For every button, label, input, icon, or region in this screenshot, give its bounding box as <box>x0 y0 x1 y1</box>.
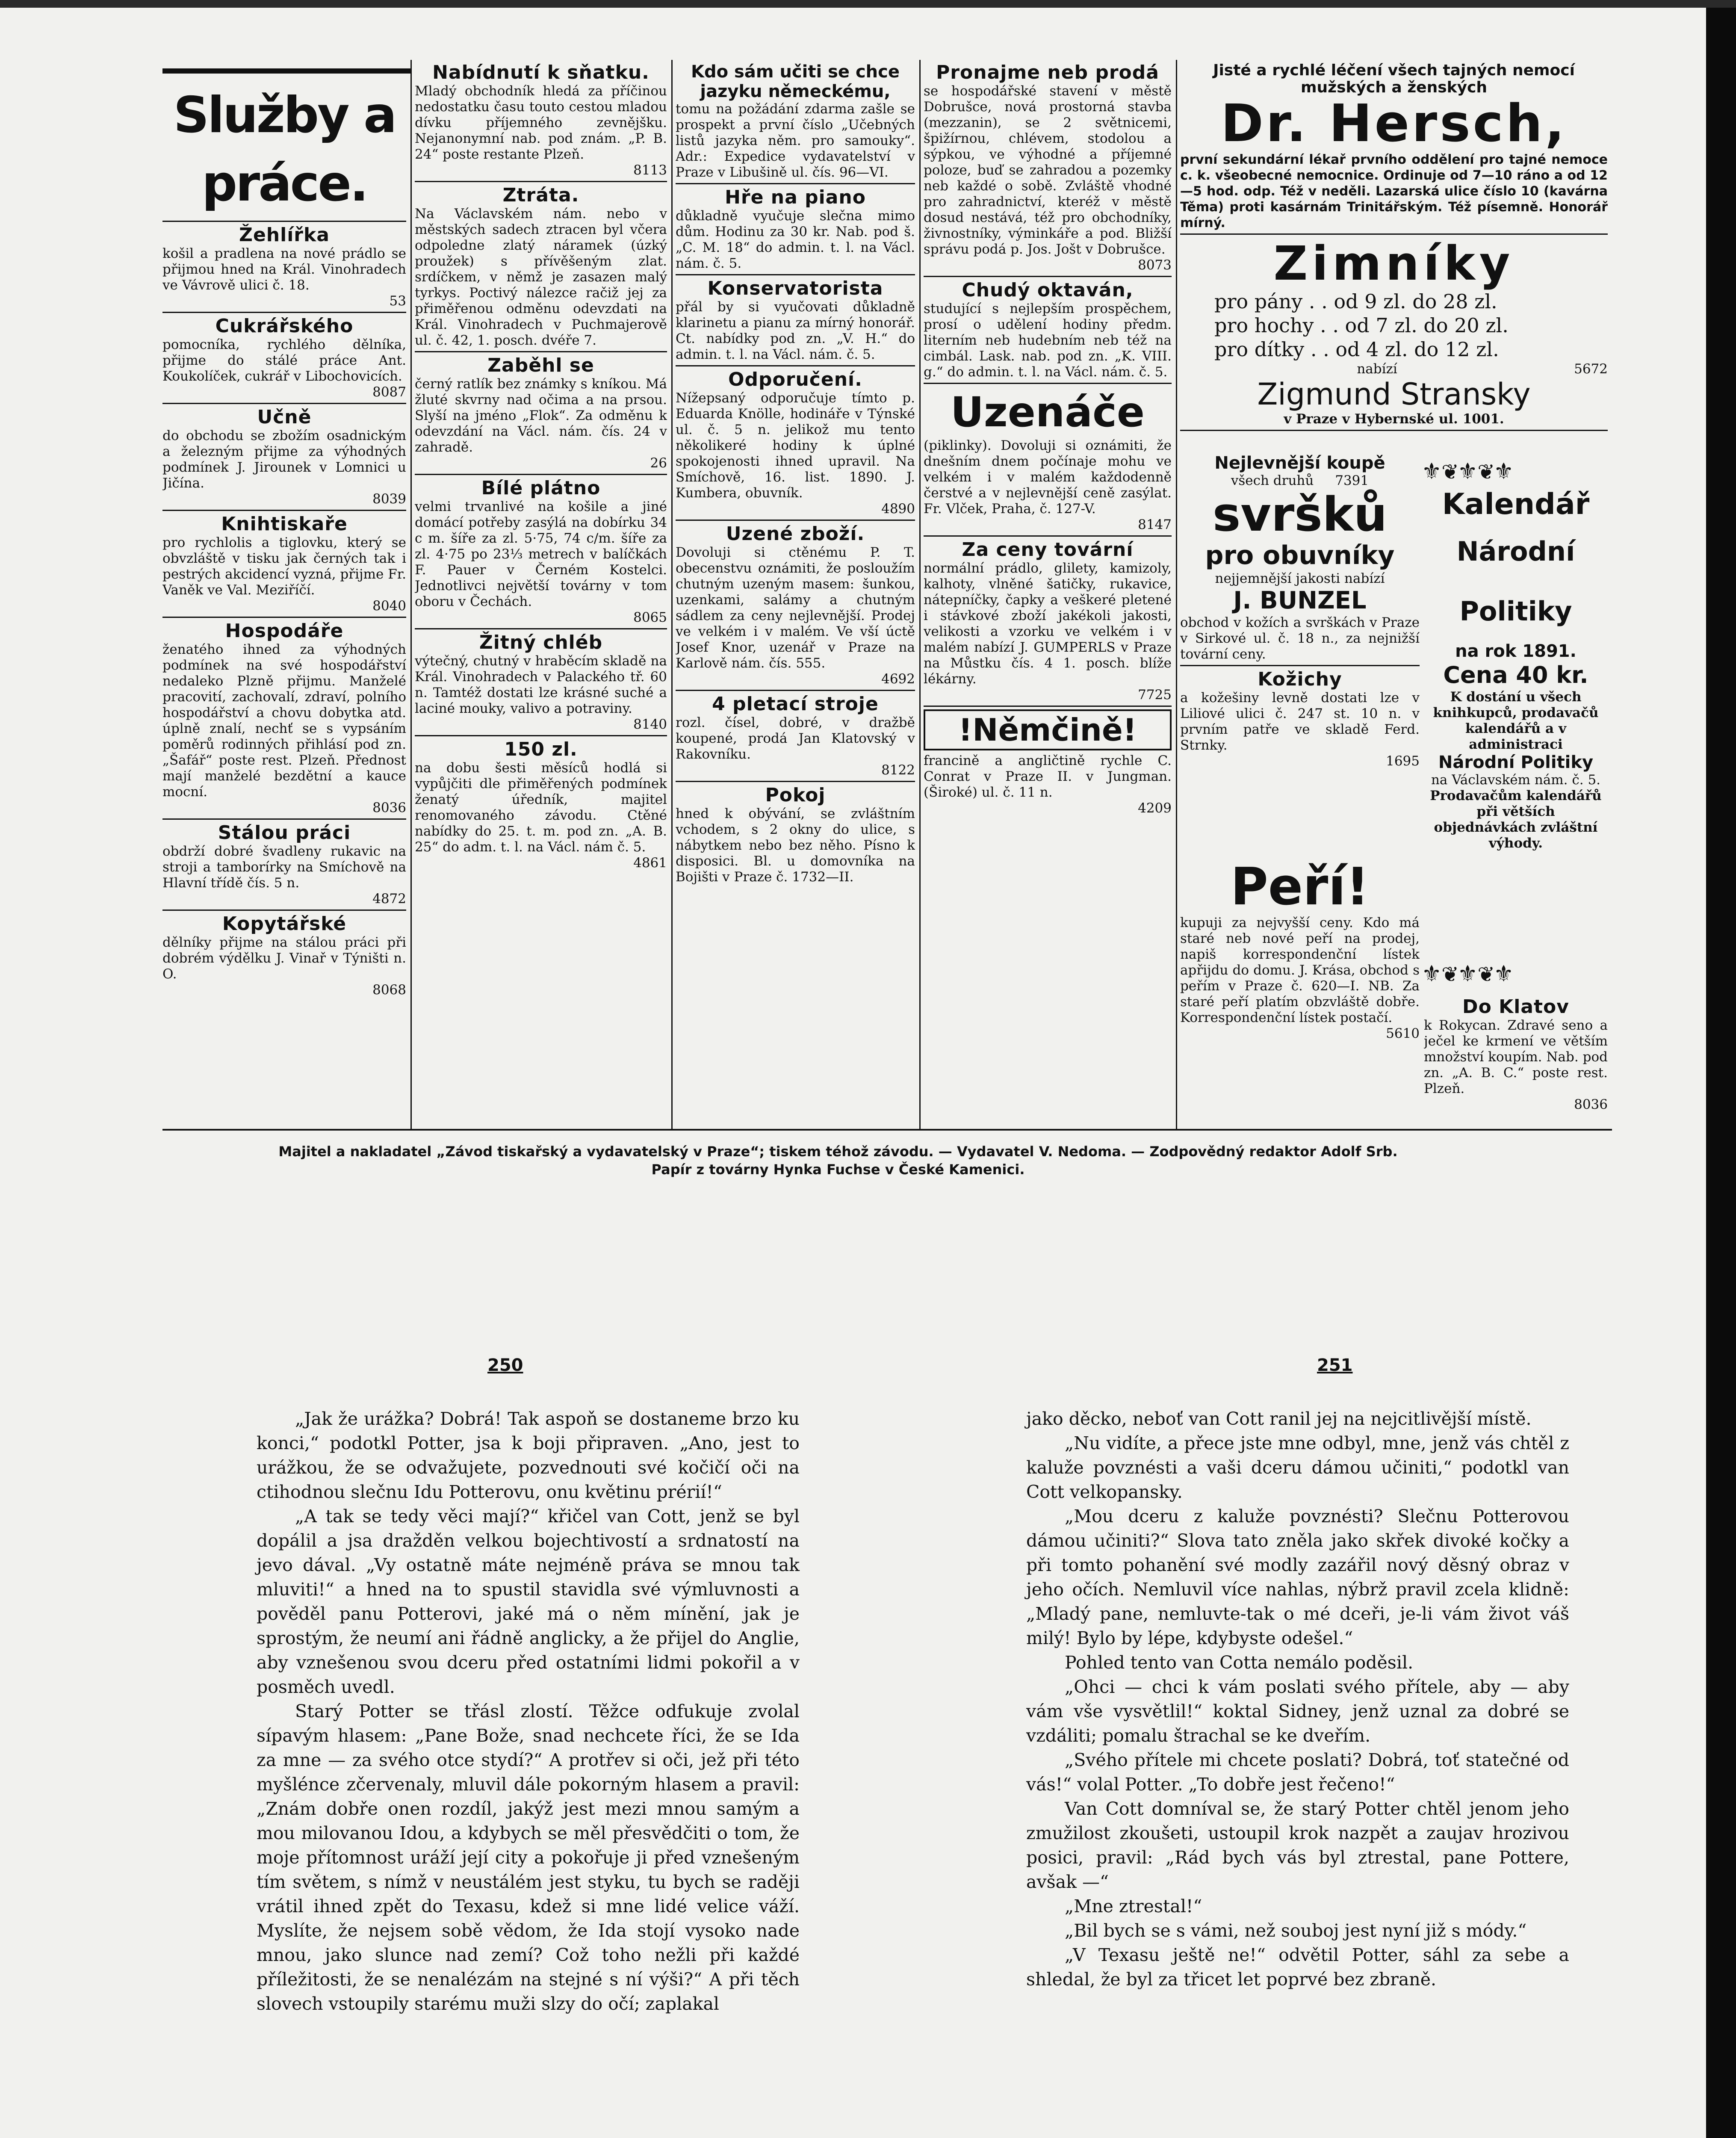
ad-title: 150 zl. <box>504 738 578 760</box>
paragraph: „V Texasu ještě ne!“ odvětil Potter, sáhl za sebe a shledal, že byl za třicet let poprvé bez zbraně. <box>1026 1945 1569 1990</box>
zimniky-line: pro pány . . od 9 zl. do 28 zl. <box>1214 290 1497 313</box>
ad-title: 4 pletací stroje <box>712 693 879 715</box>
ad-body: černý ratlík bez známky s kníkou. Má žluté skvrny nad očima a na prsou. Slyší na jméno „Flok“. Za odměnu k odevzdání na Václ. nám. čís. 24 v zahradě. <box>415 376 667 455</box>
scan-edge-top <box>0 0 1736 8</box>
ad-body: se hospodářské stavení v městě Dobrušce, nová prostorná stavba (mezzanin), se 2 světnicemi, špižírnou, chlévem, stodolou a sýpkou, ve výhodné a příjemné poloze, buď se zahradou a pozemky neb každé o sobě. Zvláště vhodné pro zahradnictví, kteréž v městě dosud nestává, též pro obchodníky, živnostníky, výminkáře a pod. Bližší správu podá p. Jos. Jošt v Dobrušce. <box>924 83 1172 257</box>
ad-title: Stálou práci <box>218 822 351 844</box>
ad-title: Nabídnutí k sňatku. <box>432 62 650 83</box>
ad-title: Pronajme neb prodá <box>936 62 1159 83</box>
calendar-publication-admin: Národní Politiky <box>1438 753 1594 772</box>
section-heading: Služby a práce. <box>173 86 396 213</box>
ad-body: normální prádlo, glilety, kamizoly, kalhoty, vlněné šatičky, rukavice, nátepníčky, čapky a veškeré pletené i stávkové zboží jakékoli jakosti, velikosti a vzorku ve velkém i v malém nabízí J. GUMPERLS v Praze na Můstku čís. 4 1. posch. blíže lékárny. <box>924 561 1172 687</box>
ad-body: důkladně vyučuje slečna mimo dům. Hodinu za 30 kr. Nab. pod š. „C. M. 18“ do admin. t. l. na Václ. nám. č. 5. <box>676 208 915 271</box>
zimniky-title: Zimníky <box>1273 236 1515 291</box>
ad-number: 26 <box>650 455 667 471</box>
svrsku-body: obchod v kožích a svrškách v Praze v Sirkové ul. č. 18 n., za nejnižší tovární ceny. <box>1180 615 1420 662</box>
svrsku-title: svršků <box>1212 487 1388 542</box>
ad-title: Pokoj <box>765 784 826 806</box>
calendar-publication: Národní Politiky <box>1456 536 1575 627</box>
ad-title: Za ceny tovární <box>962 539 1134 561</box>
ad-body: a kožešiny levně dostati lze v Liliové ulici č. 247 st. 10 n. v prvním patře ve skladě Ferd. Strnky. <box>1180 690 1420 753</box>
ad-body: k Rokycan. Zdravé seno a ječel ke krmení ve větším množství koupím. Nab. pod zn. „A. B. C.“ poste rest. Plzeň. <box>1424 1018 1608 1096</box>
ad-title: Kopytářské <box>222 913 347 935</box>
ad-column-3 <box>676 62 915 1131</box>
ad-body: Nížepsaný odporučuje tímto p. Eduarda Knölle, hodináře v Týnské ul. č. 5 n. jelikož mu tento několikeré hodiny k úplné spokojenosti ihned upravil. Na Smíchově, 16. list. 1890. J. Kumbera, obuvník. <box>676 390 915 501</box>
col-divider-4 <box>1176 60 1177 1129</box>
ad-number: 7725 <box>1138 687 1172 703</box>
svrsku-line <box>1180 473 1420 489</box>
ad-title: Ztráta. <box>502 184 579 206</box>
peri-ad <box>1180 859 1420 1125</box>
paragraph: Van Cott domníval se, že starý Potter chtěl jenom jeho zmužilost zkoušeti, ustoupil krok nazpět a zaujav hrozivou posici, pravil: „Rád bych vás byl ztrestal, pane Pottere, avšak —“ <box>1026 1798 1569 1892</box>
ad-body: Dovoluji si ctěnému P. T. obecenstvu oznámiti, že posloužím chutným uzeným masem: šunkou, uzenkami, salámy a chutným sádlem za ceny nejlevnější. Prodej ve velkém i v malém. Ve vší úctě Josef Knor, uzenář v Praze na Karlově nám. čís. 555. <box>676 545 915 671</box>
ad-number: 8036 <box>372 800 406 815</box>
ad-body: do obchodu se zbožím osadnickým a železným přijme za výhodných podmínek J. Jirounek v Lomnici u Jičína. <box>162 428 406 491</box>
hersch-name: Dr. Hersch, <box>1221 94 1567 154</box>
ad-number: 8122 <box>881 762 915 778</box>
ad-number: 8040 <box>372 598 406 614</box>
ad-body: velmi trvanlivé na košile a jiné domácí potřeby zasýlá na dobírku 34 c m. šíře za zl. 5·75, 74 c/m. šíře za zl. 4·75 po 23⅓ metrech v balíčkách F. Pauer v Černém Kostelci. Jednotlivci největší továrny v tom oboru v Čechách. <box>415 499 667 609</box>
ad-number: 4861 <box>633 855 667 871</box>
ad-body: pro rychlolis a tiglovku, který se obvzláště v tisku jak černých tak i pestrých akcidencí vyzná, přijme Fr. Vaněk ve Val. Meziříčí. <box>162 535 406 598</box>
ad-number: 8065 <box>633 610 667 625</box>
paragraph: jako děcko, neboť van Cott ranil jej na nejcitlivější místě. <box>1026 1409 1532 1429</box>
ad-body: výtečný, chutný v hraběcím skladě na Král. Vinohradech v Palackého tř. 60 n. Tamtéž dostati lze krásné suché a laciné mouky, valivo a potraviny. <box>415 653 667 716</box>
ad-title: Hře na piano <box>725 186 866 208</box>
paragraph: „Jak že urážka? Dobrá! Tak aspoň se dostaneme brzo ku konci,“ podotkl Potter, jsa k boji připraven. „Ano, jest to urážkou, že se odvažujete, pozvednouti své kočičí oči na ctihodnou slečnu Idu Potterovu, onu květinu prérií!“ <box>257 1409 800 1502</box>
svrsku-quality: nejjemnější jakosti nabízí <box>1215 571 1385 586</box>
ad-number: 8140 <box>633 717 667 732</box>
paragraph: „Bil bych se s vámi, než souboj jest nyní již s módy.“ <box>1065 1920 1527 1941</box>
ad-number: 8147 <box>1138 517 1172 532</box>
ad-body: studující s nejlepším prospěchem, prosí o udělení hodiny předm. literním neb hudebním neb též na cimbál. Lask. nab. pod zn. „K. VIII. g.“ do admin. t. l. na Václ. nám. č. 5. <box>924 301 1172 380</box>
ad-title: Do Klatov <box>1462 996 1569 1018</box>
ad-title: Odporučení. <box>728 369 862 390</box>
ad-number: 8039 <box>372 491 406 507</box>
zimniky-line: pro hochy . . od 7 zl. do 20 zl. <box>1214 314 1509 337</box>
ad-title: Bílé plátno <box>481 477 601 499</box>
ad-title: Kdo sám učiti se chce jazyku německému, <box>691 62 900 101</box>
paragraph: Starý Potter se třásl zlostí. Těžce odfukuje zvolal sípavým hlasem: „Pane Bože, snad nechcete říci, že se Ida za mne — za svého otce stydí?“ A protřev si oči, jež při této myšlénce zčervenaly, mluvil dále pokorným hlasem a pravil: „Znám dobře onen rozdíl, jakýž jest mezi mnou samým a mou milovanou Idou, a kdybych se měl přesvědčiti o tom, že moje přítomnost uráží její city a pokořuje ji před vznešeným tím světem, s nímž v neustálém jest styku, tu bych se raději vrátil ihned zpět do Texasu, kdež si mne lidé velice váží. Myslíte, že nejsem sobě vědom, že Ida stojí vysoko nade mnou, jako slunce nad zemí? Což toho nežli při každé příležitosti, že se nenalézám na stejné s ní výši?“ A při těch slovech vstoupily starému muži slzy do očí; zaplakal <box>257 1701 800 2014</box>
ad-number: 8036 <box>1574 1097 1608 1112</box>
ad-body: rozl. čísel, dobré, v dražbě koupené, prodá Jan Klatovský v Rakovníku. <box>676 715 915 762</box>
ad-column-4 <box>924 62 1172 1131</box>
ad-body: Mladý obchodník hledá za příčinou nedostatku času touto cestou mladou dívku příjemného zevnějšku. Nejanonymní nab. pod znám. „P. B. 24“ poste restante Plzeň. <box>415 83 667 162</box>
col-divider-2 <box>671 60 673 1129</box>
ad-number: 1695 <box>1386 753 1420 769</box>
ad-title: Zaběhl se <box>487 354 594 376</box>
ad-body: kupuji za nejvyšší ceny. Kdo má staré neb nové peří na prodej, napiš korrespondenční lístek apřijdu do domu. J. Krása, obchod s peřím v Praze č. 620—I. NB. Za staré peří platím obzvláště dobře. Korrespondenční lístek postačí. <box>1180 915 1420 1025</box>
calendar-address: na Václavském nám. č. 5. <box>1431 772 1601 788</box>
ad-number: 8087 <box>372 384 406 400</box>
ad-body: obdrží dobré švadleny rukavic na stroji a tamborírky na Smíchově na Hlavní třídě čís. 5 n. <box>162 844 406 891</box>
page-number-left: 250 <box>487 1355 523 1375</box>
novel-page-right <box>1026 1407 1569 1992</box>
novel-page-left <box>257 1407 800 2016</box>
ad-body: dělníky přijme na stálou práci při dobrém výdělku J. Vinař v Týništi n. O. <box>162 935 406 982</box>
ad-body: tomu na požádání zdarma zašle se prospekt a první číslo „Učebných listů jazyka něm. pro samouky“. Adr.: Expedice vydavatelství v Praze v Libušině ul. čís. 96—VI. <box>676 101 915 180</box>
svrsku-ad <box>1180 453 1420 877</box>
paragraph: „Ohci — chci k vám poslati svého přítele, aby — aby vám vše vysvětlil!“ koktal Sidney, jenž uznal za dobré se vzdáliti; pomalu štrachal se ke dveřím. <box>1026 1677 1569 1746</box>
ad-column-1 <box>162 81 406 1150</box>
ad-body: (piklinky). Dovoluji si oznámiti, že dnešním dnem počínaje mohu ve velkém i v malém každodenně čerstvé a v nejlevnější ceně zasýlat. Fr. Vlček, Praha, č. 127-V. <box>924 438 1172 517</box>
imprint-line: Majitel a nakladatel „Závod tiskařský a vydavatelský v Praze“; tiskem téhož závodu. — Vydavatel V. Nedoma. — Zodpovědný redaktor Adolf Srb. <box>278 1143 1398 1160</box>
imprint <box>197 1143 1479 1178</box>
ad-number: 4209 <box>1138 800 1172 816</box>
calendar-note: Prodavačům kalendářů při větších objednávkách zvláštní výhody. <box>1430 788 1602 851</box>
ad-number: 5610 <box>1386 1026 1420 1041</box>
page-number-right: 251 <box>1317 1355 1353 1375</box>
ad-number: 4872 <box>372 891 406 907</box>
ad-number: 8073 <box>1138 257 1172 273</box>
paragraph: „Mou dceru z kaluže povznésti? Slečnu Potterovou dámou učiniti?“ Slova tato zněla jako skřek divoké kočky a při tomto pohanění své modly zazářil nový děsný obraz v jeho očích. Nemluvil více nahlas, nýbrž pravil zcela klidně: „Mladý pane, nemluvte-tak o mé dceři, je-li vám život váš milý! Bylo by lépe, kdybyste odešel.“ <box>1026 1506 1569 1648</box>
ad-title: Kožichy <box>1258 668 1342 690</box>
ad-number: 8113 <box>633 162 667 178</box>
ad-body: hned k obývání, se zvláštním vchodem, s 2 okny do ulice, s nábytkem nebo bez něho. Písno k disposici. Bl. u domovníka na Bojišti v Praze č. 1732—II. <box>676 806 915 885</box>
ad-column-2 <box>415 62 667 1131</box>
ad-number: 8068 <box>372 982 406 998</box>
ad-body: košil a pradlena na nové prádlo se přijmou hned na Král. Vinohradech ve Vávrově ulici č. 18. <box>162 246 406 293</box>
ad-body: Na Václavském nám. nebo v městských sadech ztracen byl včera odpoledne zlatý náramek (úzký proužek) s přívěšeným zlat. srdíčkem, v němž je zasazen malý tyrkys. Poctivý nálezce račiž jej za přiměřenou odměnu odevzdati na Král. Vinohradech v Puchmajerově ul. č. 42, 1. posch. dvéře 7. <box>415 206 667 348</box>
svrsku-sub: všech druhů <box>1231 473 1314 488</box>
paragraph: „A tak se tedy věci mají?“ křičel van Cott, jenž se byl dopálil a jsa dražděn velkou bojechtivostí a srdnatostí na jevo dával. „Vy ostatně máte nejméně práva se mnou tak mluviti!“ a hned na to spustil stavidla své výmluvnosti a pověděl panu Potterovi, jaké má o něm mínění, jak je sprostým, že neumí ani řádně anglicky, a že přijel do Anglie, aby vznešenou svou dceru před ostatními lidmi pokořil a v posměch uvedl. <box>257 1506 800 1697</box>
ad-title: Chudý oktaván, <box>962 279 1134 301</box>
ad-number: 5672 <box>1574 361 1608 377</box>
peri-title: Peří! <box>1230 859 1370 917</box>
hersch-lead: Jisté a rychlé léčení všech tajných nemocí mužských a ženských <box>1213 62 1575 96</box>
ad-number: 4692 <box>881 671 915 687</box>
ad-title: Učně <box>257 406 312 428</box>
calendar-availability: K dostání u všech knihkupců, prodavačů kalendářů a v administraci <box>1433 689 1599 752</box>
ad-title-large: !Němčině! <box>924 709 1172 750</box>
paragraph: „Nu vidíte, a přece jste mne odbyl, mne, jenž vás chtěl z kaluže povznésti a vaši dceru dámou učiniti,“ podotkl van Cott velkopansky. <box>1026 1433 1569 1502</box>
zimniky-offer: nabízí <box>1357 361 1397 377</box>
ornament-border: ⚜❦⚜❦⚜ <box>1424 958 1514 988</box>
zimniky-line: pro dítky . . od 4 zl. do 12 zl. <box>1214 338 1499 361</box>
svrsku-for: pro obuvníky <box>1205 540 1395 570</box>
ad-title-large: Uzenáče <box>950 388 1145 436</box>
ad-title: Žehlířka <box>239 224 330 246</box>
ad-body: francině a angličtině rychle C. Conrat v Praze II. v Jungman. (Široké) ul. č. 11 n. <box>924 753 1172 800</box>
paragraph: „Svého přítele mi chcete poslati? Dobrá, toť statečné od vás!“ volal Potter. „To dobře jest řečeno!“ <box>1026 1750 1569 1795</box>
stransky-address: v Praze v Hybernské ul. 1001. <box>1284 411 1504 427</box>
ad-title: Hospodáře <box>225 620 344 642</box>
calendar-title: Kalendář <box>1442 487 1590 521</box>
hersch-body: první sekundární lékař prvního oddělení pro tajné nemoce c. k. všeobecné nemocnice. Ordinuje od 7—10 ráno a od 12—5 hod. odp. Též v neděli. Lazarská ulice číslo 10 (kavárna Těma) proti kasárnám Trinitářským. Též písemně. Honorář mírný. <box>1180 152 1608 230</box>
ad-number: 7391 <box>1335 473 1369 488</box>
ad-body: na dobu šesti měsíců hodlá si vypůjčiti dle přiměřených podmínek ženatý úředník, majitel renomovaného závodu. Ctěné nabídky do 25. t. m. pod zn. „A. B. 25“ do adm. t. l. na Václ. nám č. 5. <box>415 760 667 855</box>
col-divider-1 <box>410 60 412 1129</box>
ad-title: Knihtiskaře <box>221 513 348 535</box>
paragraph: „Mne ztrestal!“ <box>1065 1896 1202 1917</box>
scan-edge-right <box>1706 0 1736 2138</box>
svrsku-company: J. BUNZEL <box>1233 587 1367 614</box>
ad-title: Uzené zboží. <box>726 523 865 545</box>
klatov-ad <box>1424 996 1608 1125</box>
ad-title: Konservatorista <box>707 278 883 299</box>
ad-body: přál by si vyučovati důkladně klarinetu a pianu za mírný honorář. Ct. nabídky pod zn. „V. H.“ do admin. t. l. na Václ. nám. č. 5. <box>676 299 915 362</box>
ornament-border: ⚜❦⚜❦⚜ <box>1424 455 1514 485</box>
imprint-line: Papír z továrny Hynka Fuchse v České Kamenici. <box>651 1161 1025 1178</box>
ad-title: Žitný chléb <box>479 632 603 653</box>
calendar-year: na rok 1891. <box>1455 641 1577 661</box>
stransky-name: Zigmund Stransky <box>1257 377 1531 412</box>
svrsku-headline: Nejlevnější koupě <box>1214 453 1385 473</box>
ad-number: 53 <box>389 293 406 309</box>
col-divider-3 <box>919 60 921 1129</box>
ad-body: pomocníka, rychlého dělníka, přijme do stálé práce Ant. Koukolíček, cukrář v Libochovicích. <box>162 337 406 384</box>
calendar-price: Cena 40 kr. <box>1443 661 1588 688</box>
ad-title: Cukrářského <box>215 315 354 337</box>
ads-top-rule <box>162 68 410 74</box>
ad-body: ženatého ihned za výhodných podmínek na své hospodářství nedaleko Plzně přijmu. Manželé pracovití, zachovalí, zdraví, polního hospodářství a chovu dobytka atd. úplně znalí, nechť se s vypsáním poměrů rodinných přihlásí pod zn. „Šafář“ poste rest. Plzeň. Přednost mají manželé bezdětní a kauce mocní. <box>162 642 406 800</box>
zimniky-offer-line <box>1180 361 1608 377</box>
calendar-ad <box>1424 487 1608 872</box>
ad-number: 4890 <box>881 501 915 517</box>
paragraph: Pohled tento van Cotta nemálo poděsil. <box>1065 1652 1414 1673</box>
